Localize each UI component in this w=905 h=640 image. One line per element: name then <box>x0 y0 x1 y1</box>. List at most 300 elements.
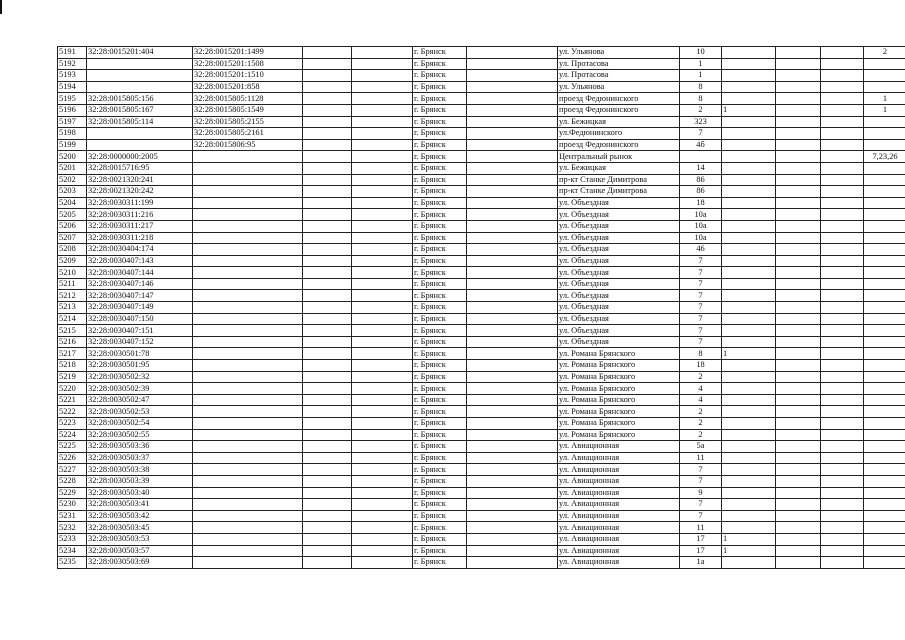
cell-parcel-number <box>193 290 303 302</box>
cell-street: проезд Федюнинского <box>558 93 680 105</box>
cell-parcel-number <box>193 220 303 232</box>
cell-col-10 <box>722 452 776 464</box>
cell-house-number: 1а <box>680 557 722 569</box>
cell-house-number: 4 <box>680 394 722 406</box>
cell-col-10 <box>722 174 776 186</box>
cell-col-13 <box>864 429 905 441</box>
cell-city: г. Брянск <box>413 278 467 290</box>
cell-cadastral-number: 32:28:0030404:174 <box>87 244 193 256</box>
cell-street: ул. Объездная <box>558 290 680 302</box>
cell-parcel-number: 32:28:0015805:2161 <box>193 128 303 140</box>
cell-col-7 <box>467 151 558 163</box>
cell-col-12 <box>821 360 864 372</box>
cell-city: г. Брянск <box>413 128 467 140</box>
cell-col-13 <box>864 255 905 267</box>
cell-city: г. Брянск <box>413 186 467 198</box>
table-row <box>58 302 905 314</box>
cell-col-12 <box>821 116 864 128</box>
cell-city: г. Брянск <box>413 545 467 557</box>
cell-col-7 <box>467 394 558 406</box>
cell-col-4 <box>303 93 352 105</box>
cell-city: г. Брянск <box>413 510 467 522</box>
cell-col-4 <box>303 81 352 93</box>
cell-col-7 <box>467 418 558 430</box>
cell-city: г. Брянск <box>413 302 467 314</box>
cell-street: ул. Объездная <box>558 302 680 314</box>
cell-col-12 <box>821 313 864 325</box>
cell-street: ул. Объездная <box>558 267 680 279</box>
cell-house-number <box>680 151 722 163</box>
cell-city: г. Брянск <box>413 325 467 337</box>
cell-row-number: 5225 <box>58 441 87 453</box>
cell-col-11 <box>776 162 821 174</box>
cell-col-10 <box>722 151 776 163</box>
cell-row-number: 5221 <box>58 394 87 406</box>
cell-street: ул. Авиационная <box>558 533 680 545</box>
cell-col-5 <box>352 545 413 557</box>
cell-street: ул. Объездная <box>558 220 680 232</box>
cell-street: ул. Авиационная <box>558 452 680 464</box>
cell-city: г. Брянск <box>413 290 467 302</box>
table-row <box>58 255 905 267</box>
table-row <box>58 510 905 522</box>
cell-col-10 <box>722 209 776 221</box>
cell-cadastral-number: 32:28:0015805:156 <box>87 93 193 105</box>
cell-cadastral-number: 32:28:0015716:95 <box>87 162 193 174</box>
cell-house-number: 7 <box>680 499 722 511</box>
cell-col-12 <box>821 70 864 82</box>
cell-city: г. Брянск <box>413 197 467 209</box>
cell-col-12 <box>821 418 864 430</box>
cell-col-13 <box>864 162 905 174</box>
cell-row-number: 5208 <box>58 244 87 256</box>
cell-col-4 <box>303 151 352 163</box>
cell-cadastral-number: 32:28:0030311:216 <box>87 209 193 221</box>
cell-house-number: 7 <box>680 290 722 302</box>
cell-street: ул. Романа Брянского <box>558 394 680 406</box>
cell-house-number: 7 <box>680 267 722 279</box>
cell-cadastral-number: 32:28:0030503:36 <box>87 441 193 453</box>
cell-city: г. Брянск <box>413 93 467 105</box>
cell-col-7 <box>467 499 558 511</box>
cell-col-13 <box>864 522 905 534</box>
cell-row-number: 5205 <box>58 209 87 221</box>
cell-col-5 <box>352 371 413 383</box>
cell-col-11 <box>776 533 821 545</box>
cell-col-4 <box>303 174 352 186</box>
cell-col-10 <box>722 475 776 487</box>
cell-col-11 <box>776 302 821 314</box>
cell-parcel-number <box>193 325 303 337</box>
cell-house-number: 4б <box>680 139 722 151</box>
table-row <box>58 104 905 116</box>
cell-street: ул. Протасова <box>558 58 680 70</box>
cell-row-number: 5224 <box>58 429 87 441</box>
cell-parcel-number <box>193 360 303 372</box>
cell-col-13 <box>864 58 905 70</box>
cell-col-11 <box>776 371 821 383</box>
cell-street: ул. Авиационная <box>558 545 680 557</box>
cell-col-7 <box>467 360 558 372</box>
cell-col-7 <box>467 116 558 128</box>
cell-parcel-number <box>193 452 303 464</box>
cell-house-number: 17 <box>680 533 722 545</box>
cell-house-number: 7 <box>680 336 722 348</box>
cell-col-4 <box>303 209 352 221</box>
cell-house-number: 2 <box>680 104 722 116</box>
cell-parcel-number <box>193 267 303 279</box>
cell-parcel-number: 32:28:0015201:1508 <box>193 58 303 70</box>
cell-cadastral-number: 32:28:0030407:152 <box>87 336 193 348</box>
cell-street: ул. Бежицкая <box>558 116 680 128</box>
cell-city: г. Брянск <box>413 174 467 186</box>
cell-col-7 <box>467 220 558 232</box>
cell-col-13 <box>864 499 905 511</box>
cell-cadastral-number <box>87 58 193 70</box>
cell-col-5 <box>352 186 413 198</box>
cell-col-5 <box>352 394 413 406</box>
cell-col-13 <box>864 360 905 372</box>
table-row <box>58 464 905 476</box>
cell-col-13 <box>864 128 905 140</box>
cell-col-5 <box>352 47 413 59</box>
cell-col-13 <box>864 510 905 522</box>
cell-col-11 <box>776 406 821 418</box>
cell-house-number: 10а <box>680 232 722 244</box>
cell-col-12 <box>821 104 864 116</box>
cell-parcel-number <box>193 383 303 395</box>
table-row <box>58 220 905 232</box>
cell-city: г. Брянск <box>413 360 467 372</box>
table-row <box>58 418 905 430</box>
cell-col-5 <box>352 487 413 499</box>
cell-street: проезд Федюнинского <box>558 139 680 151</box>
cell-row-number: 5196 <box>58 104 87 116</box>
cell-col-11 <box>776 360 821 372</box>
cell-city: г. Брянск <box>413 232 467 244</box>
cell-col-10 <box>722 244 776 256</box>
cell-col-12 <box>821 394 864 406</box>
cell-col-4 <box>303 475 352 487</box>
cell-street: ул. Романа Брянского <box>558 383 680 395</box>
cell-parcel-number: 32:28:0015805:1128 <box>193 93 303 105</box>
cell-parcel-number <box>193 406 303 418</box>
cell-parcel-number <box>193 186 303 198</box>
cell-street: ул. Объездная <box>558 244 680 256</box>
cell-col-13 <box>864 533 905 545</box>
cell-house-number: 7 <box>680 475 722 487</box>
cell-row-number: 5234 <box>58 545 87 557</box>
cell-col-11 <box>776 255 821 267</box>
cell-street: ул. Романа Брянского <box>558 429 680 441</box>
cell-city: г. Брянск <box>413 151 467 163</box>
cell-col-10 <box>722 510 776 522</box>
cell-house-number: 8 <box>680 81 722 93</box>
cell-col-10 <box>722 255 776 267</box>
cell-parcel-number <box>193 209 303 221</box>
cell-row-number: 5194 <box>58 81 87 93</box>
cell-house-number: 7 <box>680 302 722 314</box>
cell-col-12 <box>821 336 864 348</box>
cell-col-13 <box>864 545 905 557</box>
table-row <box>58 522 905 534</box>
cell-col-10 <box>722 429 776 441</box>
cell-city: г. Брянск <box>413 475 467 487</box>
cell-col-5 <box>352 452 413 464</box>
cell-row-number: 5232 <box>58 522 87 534</box>
cell-city: г. Брянск <box>413 47 467 59</box>
cell-col-4 <box>303 58 352 70</box>
cell-parcel-number <box>193 255 303 267</box>
table-row <box>58 128 905 140</box>
cell-city: г. Брянск <box>413 429 467 441</box>
cell-cadastral-number <box>87 128 193 140</box>
cell-col-5 <box>352 475 413 487</box>
cell-col-11 <box>776 348 821 360</box>
cell-col-5 <box>352 278 413 290</box>
cell-street: ул. Романа Брянского <box>558 360 680 372</box>
cell-street: ул.Федюнинского <box>558 128 680 140</box>
cell-col-10 <box>722 313 776 325</box>
cell-col-4 <box>303 244 352 256</box>
cell-col-7 <box>467 452 558 464</box>
cell-house-number: 7 <box>680 278 722 290</box>
cell-col-11 <box>776 545 821 557</box>
cell-parcel-number <box>193 151 303 163</box>
cell-col-13 <box>864 394 905 406</box>
cell-col-7 <box>467 70 558 82</box>
cell-city: г. Брянск <box>413 441 467 453</box>
cell-house-number: 7 <box>680 313 722 325</box>
cell-city: г. Брянск <box>413 464 467 476</box>
cell-col-11 <box>776 418 821 430</box>
cell-house-number: 18 <box>680 197 722 209</box>
cell-col-10 <box>722 47 776 59</box>
cell-cadastral-number: 32:28:0030503:45 <box>87 522 193 534</box>
table-row <box>58 371 905 383</box>
cell-row-number: 5198 <box>58 128 87 140</box>
table-row <box>58 429 905 441</box>
cell-cadastral-number: 32:28:0030407:143 <box>87 255 193 267</box>
cell-row-number: 5206 <box>58 220 87 232</box>
cell-cadastral-number: 32:28:0030311:217 <box>87 220 193 232</box>
cell-col-11 <box>776 116 821 128</box>
cell-col-12 <box>821 371 864 383</box>
cell-cadastral-number: 32:28:0030503:39 <box>87 475 193 487</box>
cell-house-number: 46 <box>680 244 722 256</box>
cell-house-number: 10а <box>680 209 722 221</box>
cell-col-7 <box>467 186 558 198</box>
cell-street: ул. Романа Брянского <box>558 348 680 360</box>
cell-col-5 <box>352 220 413 232</box>
cell-col-11 <box>776 267 821 279</box>
cell-col-12 <box>821 139 864 151</box>
cell-cadastral-number: 32:28:0021320:241 <box>87 174 193 186</box>
cell-col-5 <box>352 162 413 174</box>
cell-col-12 <box>821 93 864 105</box>
cell-city: г. Брянск <box>413 371 467 383</box>
cell-city: г. Брянск <box>413 499 467 511</box>
cell-col-12 <box>821 128 864 140</box>
register-table <box>57 46 905 569</box>
cell-cadastral-number: 32:28:0030407:144 <box>87 267 193 279</box>
cell-house-number: 8 <box>680 93 722 105</box>
cell-row-number: 5220 <box>58 383 87 395</box>
cell-col-12 <box>821 545 864 557</box>
cell-col-7 <box>467 232 558 244</box>
cell-row-number: 5226 <box>58 452 87 464</box>
cell-col-11 <box>776 510 821 522</box>
table-row <box>58 232 905 244</box>
table-row <box>58 162 905 174</box>
cell-house-number: 86 <box>680 174 722 186</box>
cell-street: ул. Объездная <box>558 325 680 337</box>
cell-col-7 <box>467 290 558 302</box>
cell-parcel-number <box>193 232 303 244</box>
table-row <box>58 278 905 290</box>
cell-street: ул. Авиационная <box>558 557 680 569</box>
cell-col-12 <box>821 487 864 499</box>
table-row <box>58 290 905 302</box>
cell-cadastral-number: 32:28:0030407:150 <box>87 313 193 325</box>
cell-col-12 <box>821 162 864 174</box>
cell-cadastral-number: 32:28:0030407:151 <box>87 325 193 337</box>
cell-street: Центральный рынок <box>558 151 680 163</box>
cell-col-5 <box>352 557 413 569</box>
cell-col-7 <box>467 128 558 140</box>
cell-city: г. Брянск <box>413 244 467 256</box>
cell-row-number: 5229 <box>58 487 87 499</box>
cell-col-13 <box>864 418 905 430</box>
cell-col-7 <box>467 533 558 545</box>
cell-col-4 <box>303 510 352 522</box>
cell-city: г. Брянск <box>413 336 467 348</box>
cell-cadastral-number: 32:28:0030503:42 <box>87 510 193 522</box>
cell-house-number: 9 <box>680 487 722 499</box>
cell-city: г. Брянск <box>413 81 467 93</box>
cell-house-number: 323 <box>680 116 722 128</box>
cell-street: ул. Авиационная <box>558 441 680 453</box>
table-row <box>58 151 905 163</box>
cell-col-13 <box>864 70 905 82</box>
cell-city: г. Брянск <box>413 348 467 360</box>
cell-house-number: 2 <box>680 429 722 441</box>
cell-col-5 <box>352 522 413 534</box>
cell-city: г. Брянск <box>413 487 467 499</box>
cell-cadastral-number: 32:28:0030503:57 <box>87 545 193 557</box>
cell-house-number: 2 <box>680 406 722 418</box>
cell-street: ул. Объездная <box>558 336 680 348</box>
cell-col-4 <box>303 545 352 557</box>
cell-col-4 <box>303 383 352 395</box>
cell-col-4 <box>303 313 352 325</box>
cell-street: ул. Авиационная <box>558 487 680 499</box>
table-row <box>58 93 905 105</box>
cell-col-5 <box>352 232 413 244</box>
cell-street: ул. Авиационная <box>558 464 680 476</box>
cell-col-11 <box>776 209 821 221</box>
cell-col-7 <box>467 545 558 557</box>
cell-row-number: 5233 <box>58 533 87 545</box>
cell-col-5 <box>352 348 413 360</box>
cell-col-10 <box>722 499 776 511</box>
cell-col-13 <box>864 383 905 395</box>
cell-parcel-number: 32:28:0015201:1499 <box>193 47 303 59</box>
cell-city: г. Брянск <box>413 255 467 267</box>
cell-city: г. Брянск <box>413 209 467 221</box>
cell-col-12 <box>821 406 864 418</box>
cell-parcel-number: 32:28:0015201:1510 <box>193 70 303 82</box>
cell-col-10 <box>722 186 776 198</box>
cell-col-4 <box>303 47 352 59</box>
cell-col-13 <box>864 313 905 325</box>
cell-row-number: 5207 <box>58 232 87 244</box>
cell-street: ул. Авиационная <box>558 522 680 534</box>
cell-col-7 <box>467 487 558 499</box>
cell-col-11 <box>776 104 821 116</box>
cell-col-11 <box>776 487 821 499</box>
cell-col-4 <box>303 371 352 383</box>
cell-col-12 <box>821 151 864 163</box>
cell-col-12 <box>821 81 864 93</box>
cell-col-4 <box>303 325 352 337</box>
cell-col-4 <box>303 186 352 198</box>
cell-col-10 <box>722 418 776 430</box>
cell-house-number: 7 <box>680 510 722 522</box>
cell-col-10 <box>722 58 776 70</box>
cell-cadastral-number: 32:28:0030502:47 <box>87 394 193 406</box>
cell-col-11 <box>776 174 821 186</box>
cell-cadastral-number: 32:28:0030503:38 <box>87 464 193 476</box>
cell-col-11 <box>776 58 821 70</box>
cell-col-13: 1 <box>864 93 905 105</box>
cell-city: г. Брянск <box>413 533 467 545</box>
cell-col-11 <box>776 429 821 441</box>
cell-col-7 <box>467 267 558 279</box>
cell-row-number: 5223 <box>58 418 87 430</box>
cell-col-5 <box>352 81 413 93</box>
cell-col-12 <box>821 220 864 232</box>
cell-street: пр-кт Станке Димитрова <box>558 186 680 198</box>
cell-col-4 <box>303 302 352 314</box>
cell-row-number: 5217 <box>58 348 87 360</box>
table-row <box>58 209 905 221</box>
cell-col-7 <box>467 557 558 569</box>
cell-col-10 <box>722 93 776 105</box>
cell-col-11 <box>776 394 821 406</box>
cell-col-11 <box>776 128 821 140</box>
cell-col-12 <box>821 383 864 395</box>
cell-col-4 <box>303 348 352 360</box>
cell-col-4 <box>303 104 352 116</box>
cell-col-11 <box>776 278 821 290</box>
cell-col-12 <box>821 255 864 267</box>
cell-col-5 <box>352 418 413 430</box>
cell-col-11 <box>776 557 821 569</box>
cell-row-number: 5199 <box>58 139 87 151</box>
cell-col-11 <box>776 336 821 348</box>
cell-col-7 <box>467 174 558 186</box>
cell-parcel-number <box>193 278 303 290</box>
table-row <box>58 394 905 406</box>
cell-col-5 <box>352 267 413 279</box>
cell-cadastral-number: 32:28:0030503:41 <box>87 499 193 511</box>
cell-col-4 <box>303 429 352 441</box>
cell-parcel-number <box>193 394 303 406</box>
cell-cadastral-number: 32:28:0015805:114 <box>87 116 193 128</box>
cell-house-number: 17 <box>680 545 722 557</box>
cell-col-13 <box>864 116 905 128</box>
